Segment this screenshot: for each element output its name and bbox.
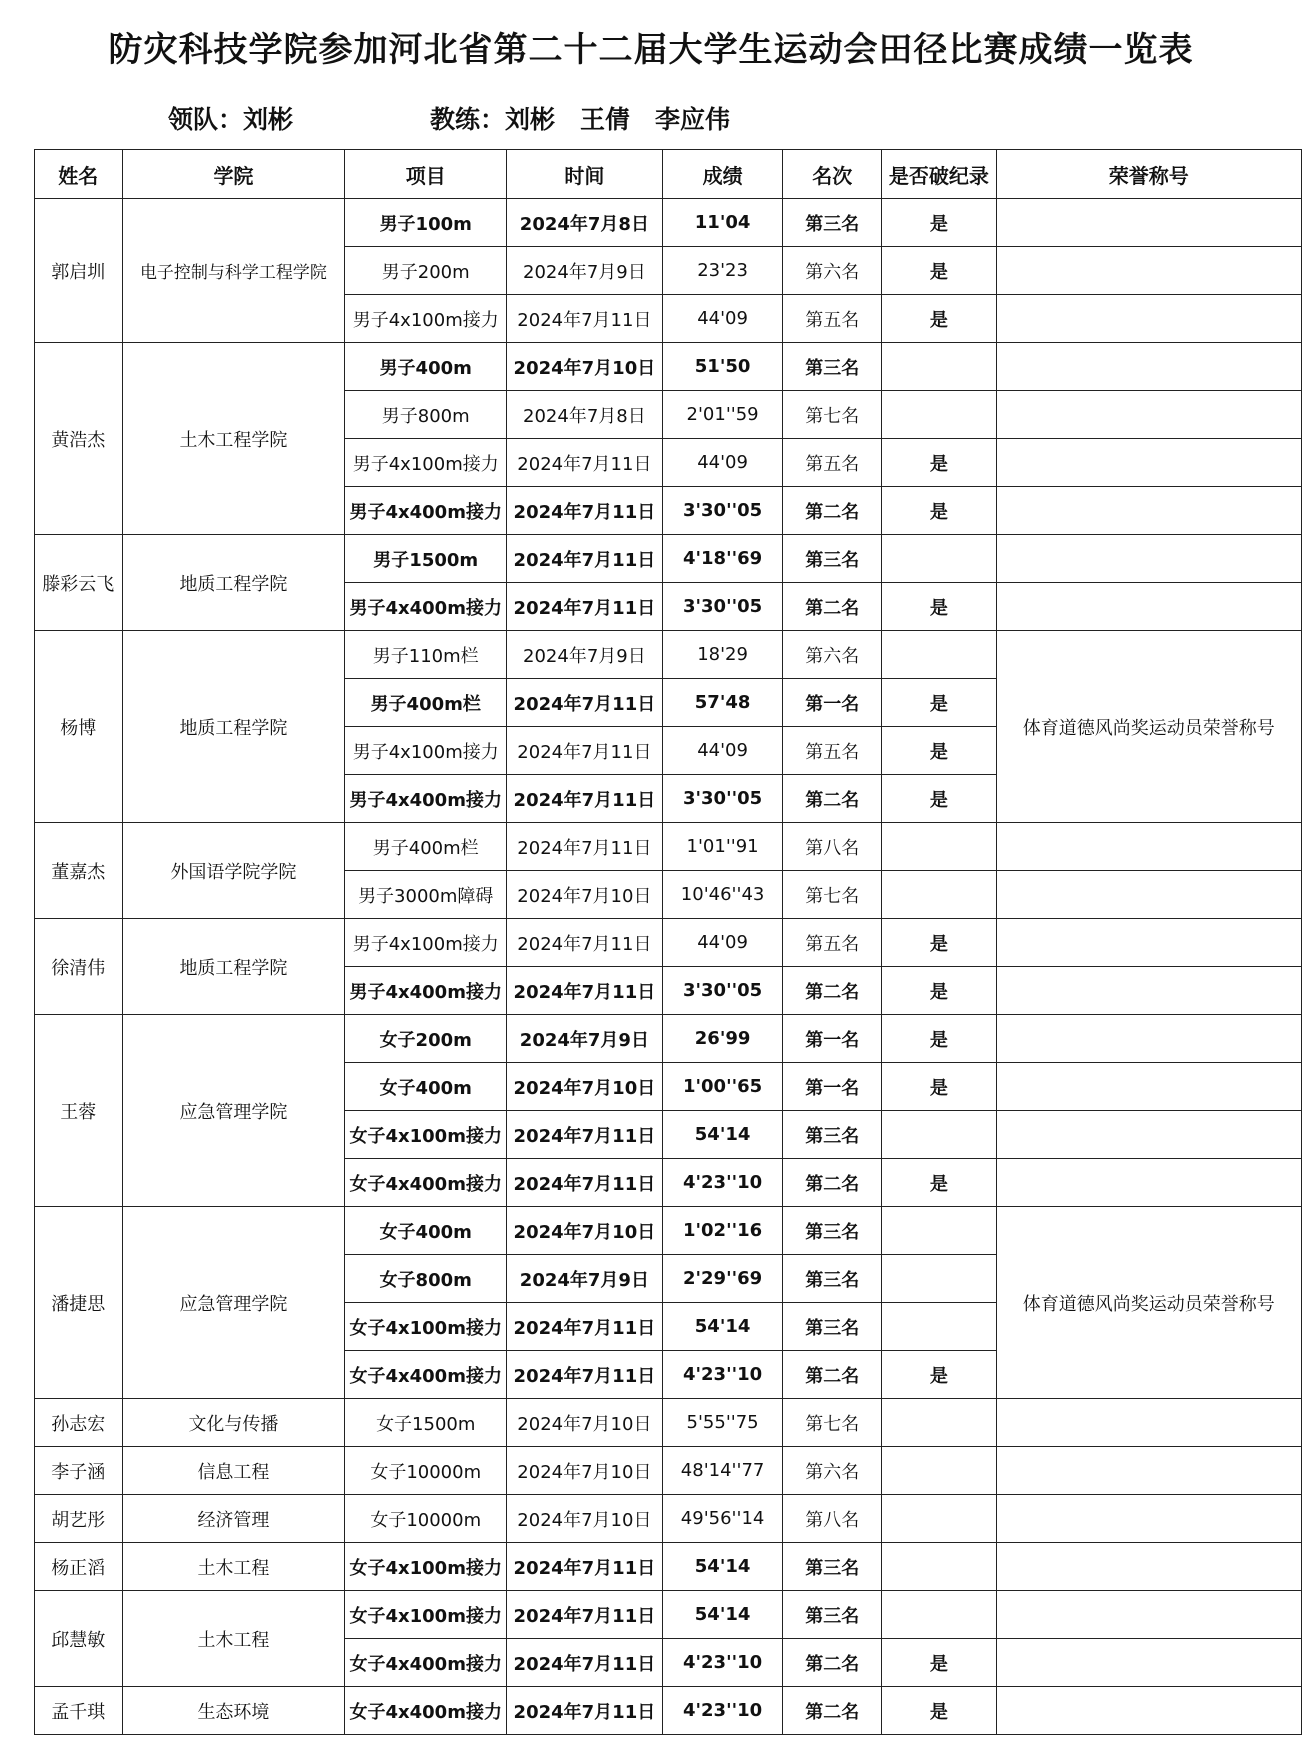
record-cell: 是 [882, 679, 997, 727]
record-cell [882, 631, 997, 679]
date-cell: 2024年7月11日 [507, 1687, 663, 1735]
rank-cell: 第三名 [783, 1303, 882, 1351]
honor-cell [996, 535, 1301, 583]
header-result: 成绩 [662, 150, 783, 199]
event-cell: 男子400m [345, 343, 507, 391]
honor-cell [996, 1495, 1301, 1543]
honor-cell [996, 1639, 1301, 1687]
event-cell: 男子400m栏 [345, 679, 507, 727]
record-cell [882, 1207, 997, 1255]
date-cell: 2024年7月11日 [507, 679, 663, 727]
record-cell: 是 [882, 1159, 997, 1207]
honor-cell: 体育道德风尚奖运动员荣誉称号 [996, 1207, 1301, 1399]
rank-cell: 第七名 [783, 1399, 882, 1447]
rank-cell: 第五名 [783, 919, 882, 967]
date-cell: 2024年7月11日 [507, 535, 663, 583]
date-cell: 2024年7月10日 [507, 343, 663, 391]
result-cell: 4'23''10 [662, 1159, 783, 1207]
college-cell: 应急管理学院 [122, 1207, 345, 1399]
athlete-name-cell: 李子涵 [35, 1447, 123, 1495]
rank-cell: 第三名 [783, 1543, 882, 1591]
record-cell [882, 1111, 997, 1159]
date-cell: 2024年7月11日 [507, 439, 663, 487]
event-cell: 女子4x100m接力 [345, 1591, 507, 1639]
record-cell: 是 [882, 1351, 997, 1399]
honor-cell [996, 295, 1301, 343]
rank-cell: 第三名 [783, 1591, 882, 1639]
event-cell: 女子10000m [345, 1447, 507, 1495]
event-cell: 女子200m [345, 1015, 507, 1063]
header-date: 时间 [507, 150, 663, 199]
record-cell: 是 [882, 727, 997, 775]
date-cell: 2024年7月11日 [507, 295, 663, 343]
date-cell: 2024年7月10日 [507, 1495, 663, 1543]
honor-cell [996, 1159, 1301, 1207]
rank-cell: 第六名 [783, 247, 882, 295]
record-cell: 是 [882, 199, 997, 247]
date-cell: 2024年7月10日 [507, 1063, 663, 1111]
result-cell: 44'09 [662, 919, 783, 967]
record-cell: 是 [882, 1639, 997, 1687]
date-cell: 2024年7月10日 [507, 1447, 663, 1495]
rank-cell: 第六名 [783, 1447, 882, 1495]
results-table [34, 149, 1302, 1735]
event-cell: 女子4x400m接力 [345, 1687, 507, 1735]
honor-cell: 体育道德风尚奖运动员荣誉称号 [996, 631, 1301, 823]
event-cell: 男子400m栏 [345, 823, 507, 871]
result-cell: 54'14 [662, 1543, 783, 1591]
honor-cell [996, 1111, 1301, 1159]
rank-cell: 第三名 [783, 343, 882, 391]
record-cell: 是 [882, 247, 997, 295]
result-cell: 4'18''69 [662, 535, 783, 583]
result-cell: 10'46''43 [662, 871, 783, 919]
record-cell: 是 [882, 583, 997, 631]
date-cell: 2024年7月9日 [507, 1015, 663, 1063]
rank-cell: 第七名 [783, 871, 882, 919]
record-cell [882, 1591, 997, 1639]
rank-cell: 第二名 [783, 1159, 882, 1207]
result-cell: 49'56''14 [662, 1495, 783, 1543]
result-cell: 4'23''10 [662, 1351, 783, 1399]
result-cell: 23'23 [662, 247, 783, 295]
event-cell: 女子4x400m接力 [345, 1639, 507, 1687]
result-cell: 2'01''59 [662, 391, 783, 439]
honor-cell [996, 1543, 1301, 1591]
result-cell: 44'09 [662, 727, 783, 775]
date-cell: 2024年7月11日 [507, 1591, 663, 1639]
team-leader: 领队：刘彬 [168, 105, 294, 134]
rank-cell: 第三名 [783, 1255, 882, 1303]
rank-cell: 第八名 [783, 823, 882, 871]
college-cell: 信息工程 [122, 1447, 345, 1495]
date-cell: 2024年7月11日 [507, 1351, 663, 1399]
college-cell: 经济管理 [122, 1495, 345, 1543]
result-cell: 3'30''05 [662, 487, 783, 535]
event-cell: 女子1500m [345, 1399, 507, 1447]
event-cell: 男子4x400m接力 [345, 967, 507, 1015]
header-name: 姓名 [35, 150, 123, 199]
record-cell [882, 823, 997, 871]
date-cell: 2024年7月10日 [507, 871, 663, 919]
result-cell: 54'14 [662, 1303, 783, 1351]
rank-cell: 第三名 [783, 535, 882, 583]
honor-cell [996, 823, 1301, 871]
table-row [35, 1207, 1302, 1255]
rank-cell: 第五名 [783, 295, 882, 343]
header-record: 是否破纪录 [882, 150, 997, 199]
table-row [35, 1447, 1302, 1495]
rank-cell: 第五名 [783, 439, 882, 487]
event-cell: 女子400m [345, 1207, 507, 1255]
table-row [35, 1399, 1302, 1447]
date-cell: 2024年7月11日 [507, 1111, 663, 1159]
results-body [35, 199, 1302, 1735]
table-row [35, 1543, 1302, 1591]
result-cell: 44'09 [662, 439, 783, 487]
event-cell: 男子3000m障碍 [345, 871, 507, 919]
honor-cell [996, 1015, 1301, 1063]
athlete-name-cell: 黄浩杰 [35, 343, 123, 535]
event-cell: 女子400m [345, 1063, 507, 1111]
result-cell: 18'29 [662, 631, 783, 679]
event-cell: 男子4x400m接力 [345, 487, 507, 535]
athlete-name-cell: 董嘉杰 [35, 823, 123, 919]
record-cell: 是 [882, 967, 997, 1015]
honor-cell [996, 1591, 1301, 1639]
rank-cell: 第二名 [783, 583, 882, 631]
event-cell: 男子4x400m接力 [345, 775, 507, 823]
table-row [35, 1687, 1302, 1735]
event-cell: 男子4x100m接力 [345, 439, 507, 487]
result-cell: 2'29''69 [662, 1255, 783, 1303]
athlete-name-cell: 孟千琪 [35, 1687, 123, 1735]
rank-cell: 第五名 [783, 727, 882, 775]
event-cell: 男子4x400m接力 [345, 583, 507, 631]
athlete-name-cell: 王蓉 [35, 1015, 123, 1207]
record-cell [882, 1303, 997, 1351]
result-cell: 44'09 [662, 295, 783, 343]
result-cell: 3'30''05 [662, 775, 783, 823]
athlete-name-cell: 徐清伟 [35, 919, 123, 1015]
honor-cell [996, 343, 1301, 391]
record-cell: 是 [882, 1063, 997, 1111]
honor-cell [996, 583, 1301, 631]
table-row [35, 1495, 1302, 1543]
header-rank: 名次 [783, 150, 882, 199]
table-row [35, 631, 1302, 679]
result-cell: 4'23''10 [662, 1687, 783, 1735]
college-cell: 生态环境 [122, 1687, 345, 1735]
athlete-name-cell: 潘捷思 [35, 1207, 123, 1399]
rank-cell: 第二名 [783, 487, 882, 535]
event-cell: 女子4x100m接力 [345, 1303, 507, 1351]
date-cell: 2024年7月9日 [507, 631, 663, 679]
record-cell: 是 [882, 919, 997, 967]
college-cell: 文化与传播 [122, 1399, 345, 1447]
honor-cell [996, 1063, 1301, 1111]
table-row [35, 199, 1302, 247]
result-cell: 54'14 [662, 1591, 783, 1639]
rank-cell: 第一名 [783, 679, 882, 727]
college-cell: 土木工程 [122, 1591, 345, 1687]
result-cell: 1'02''16 [662, 1207, 783, 1255]
rank-cell: 第三名 [783, 1111, 882, 1159]
rank-cell: 第二名 [783, 967, 882, 1015]
rank-cell: 第二名 [783, 1687, 882, 1735]
date-cell: 2024年7月11日 [507, 775, 663, 823]
result-cell: 3'30''05 [662, 583, 783, 631]
honor-cell [996, 919, 1301, 967]
event-cell: 男子110m栏 [345, 631, 507, 679]
header-row [35, 150, 1302, 199]
record-cell [882, 1399, 997, 1447]
athlete-name-cell: 杨博 [35, 631, 123, 823]
result-cell: 57'48 [662, 679, 783, 727]
event-cell: 男子100m [345, 199, 507, 247]
record-cell: 是 [882, 775, 997, 823]
record-cell [882, 871, 997, 919]
college-cell: 应急管理学院 [122, 1015, 345, 1207]
result-cell: 11'04 [662, 199, 783, 247]
college-cell: 土木工程 [122, 1543, 345, 1591]
honor-cell [996, 1399, 1301, 1447]
athlete-name-cell: 杨正滔 [35, 1543, 123, 1591]
rank-cell: 第六名 [783, 631, 882, 679]
result-cell: 4'23''10 [662, 1639, 783, 1687]
event-cell: 女子4x400m接力 [345, 1159, 507, 1207]
result-cell: 1'01''91 [662, 823, 783, 871]
honor-cell [996, 247, 1301, 295]
event-cell: 男子200m [345, 247, 507, 295]
rank-cell: 第七名 [783, 391, 882, 439]
record-cell [882, 1495, 997, 1543]
team-coaches: 教练：刘彬 王倩 李应伟 [430, 105, 731, 134]
record-cell: 是 [882, 439, 997, 487]
event-cell: 女子4x100m接力 [345, 1543, 507, 1591]
document-title: 防灾科技学院参加河北省第二十二届大学生运动会田径比赛成绩一览表 [108, 30, 1194, 70]
date-cell: 2024年7月10日 [507, 1399, 663, 1447]
record-cell: 是 [882, 1687, 997, 1735]
date-cell: 2024年7月11日 [507, 1543, 663, 1591]
rank-cell: 第一名 [783, 1015, 882, 1063]
header-event: 项目 [345, 150, 507, 199]
college-cell: 外国语学院学院 [122, 823, 345, 919]
honor-cell [996, 487, 1301, 535]
athlete-name-cell: 邱慧敏 [35, 1591, 123, 1687]
date-cell: 2024年7月11日 [507, 1639, 663, 1687]
college-cell: 地质工程学院 [122, 919, 345, 1015]
athlete-name-cell: 郭启圳 [35, 199, 123, 343]
record-cell [882, 1543, 997, 1591]
date-cell: 2024年7月11日 [507, 727, 663, 775]
rank-cell: 第二名 [783, 1351, 882, 1399]
result-cell: 5'55''75 [662, 1399, 783, 1447]
date-cell: 2024年7月11日 [507, 823, 663, 871]
athlete-name-cell: 胡艺彤 [35, 1495, 123, 1543]
record-cell [882, 1447, 997, 1495]
result-cell: 54'14 [662, 1111, 783, 1159]
college-cell: 地质工程学院 [122, 535, 345, 631]
rank-cell: 第八名 [783, 1495, 882, 1543]
record-cell [882, 343, 997, 391]
table-row [35, 1591, 1302, 1639]
event-cell: 女子10000m [345, 1495, 507, 1543]
header-college: 学院 [122, 150, 345, 199]
rank-cell: 第三名 [783, 1207, 882, 1255]
event-cell: 女子4x100m接力 [345, 1111, 507, 1159]
table-row [35, 919, 1302, 967]
result-cell: 1'00''65 [662, 1063, 783, 1111]
honor-cell [996, 1447, 1301, 1495]
honor-cell [996, 1687, 1301, 1735]
record-cell [882, 391, 997, 439]
record-cell: 是 [882, 487, 997, 535]
record-cell: 是 [882, 1015, 997, 1063]
result-cell: 51'50 [662, 343, 783, 391]
result-cell: 48'14''77 [662, 1447, 783, 1495]
rank-cell: 第一名 [783, 1063, 882, 1111]
result-cell: 26'99 [662, 1015, 783, 1063]
date-cell: 2024年7月9日 [507, 247, 663, 295]
date-cell: 2024年7月11日 [507, 1303, 663, 1351]
table-row [35, 1015, 1302, 1063]
honor-cell [996, 199, 1301, 247]
college-cell: 地质工程学院 [122, 631, 345, 823]
college-cell: 电子控制与科学工程学院 [122, 199, 345, 343]
date-cell: 2024年7月11日 [507, 967, 663, 1015]
athlete-name-cell: 孙志宏 [35, 1399, 123, 1447]
event-cell: 女子800m [345, 1255, 507, 1303]
result-cell: 3'30''05 [662, 967, 783, 1015]
rank-cell: 第三名 [783, 199, 882, 247]
honor-cell [996, 967, 1301, 1015]
honor-cell [996, 871, 1301, 919]
date-cell: 2024年7月8日 [507, 391, 663, 439]
event-cell: 男子4x100m接力 [345, 919, 507, 967]
record-cell [882, 1255, 997, 1303]
date-cell: 2024年7月11日 [507, 583, 663, 631]
event-cell: 女子4x400m接力 [345, 1351, 507, 1399]
date-cell: 2024年7月10日 [507, 1207, 663, 1255]
rank-cell: 第二名 [783, 775, 882, 823]
college-cell: 土木工程学院 [122, 343, 345, 535]
event-cell: 男子1500m [345, 535, 507, 583]
record-cell: 是 [882, 295, 997, 343]
table-row [35, 343, 1302, 391]
honor-cell [996, 439, 1301, 487]
date-cell: 2024年7月9日 [507, 1255, 663, 1303]
athlete-name-cell: 滕彩云飞 [35, 535, 123, 631]
honor-cell [996, 391, 1301, 439]
date-cell: 2024年7月11日 [507, 919, 663, 967]
date-cell: 2024年7月11日 [507, 1159, 663, 1207]
date-cell: 2024年7月8日 [507, 199, 663, 247]
record-cell [882, 535, 997, 583]
event-cell: 男子4x100m接力 [345, 727, 507, 775]
event-cell: 男子4x100m接力 [345, 295, 507, 343]
date-cell: 2024年7月11日 [507, 487, 663, 535]
header-honor: 荣誉称号 [996, 150, 1301, 199]
table-row [35, 823, 1302, 871]
table-row [35, 535, 1302, 583]
rank-cell: 第二名 [783, 1639, 882, 1687]
event-cell: 男子800m [345, 391, 507, 439]
